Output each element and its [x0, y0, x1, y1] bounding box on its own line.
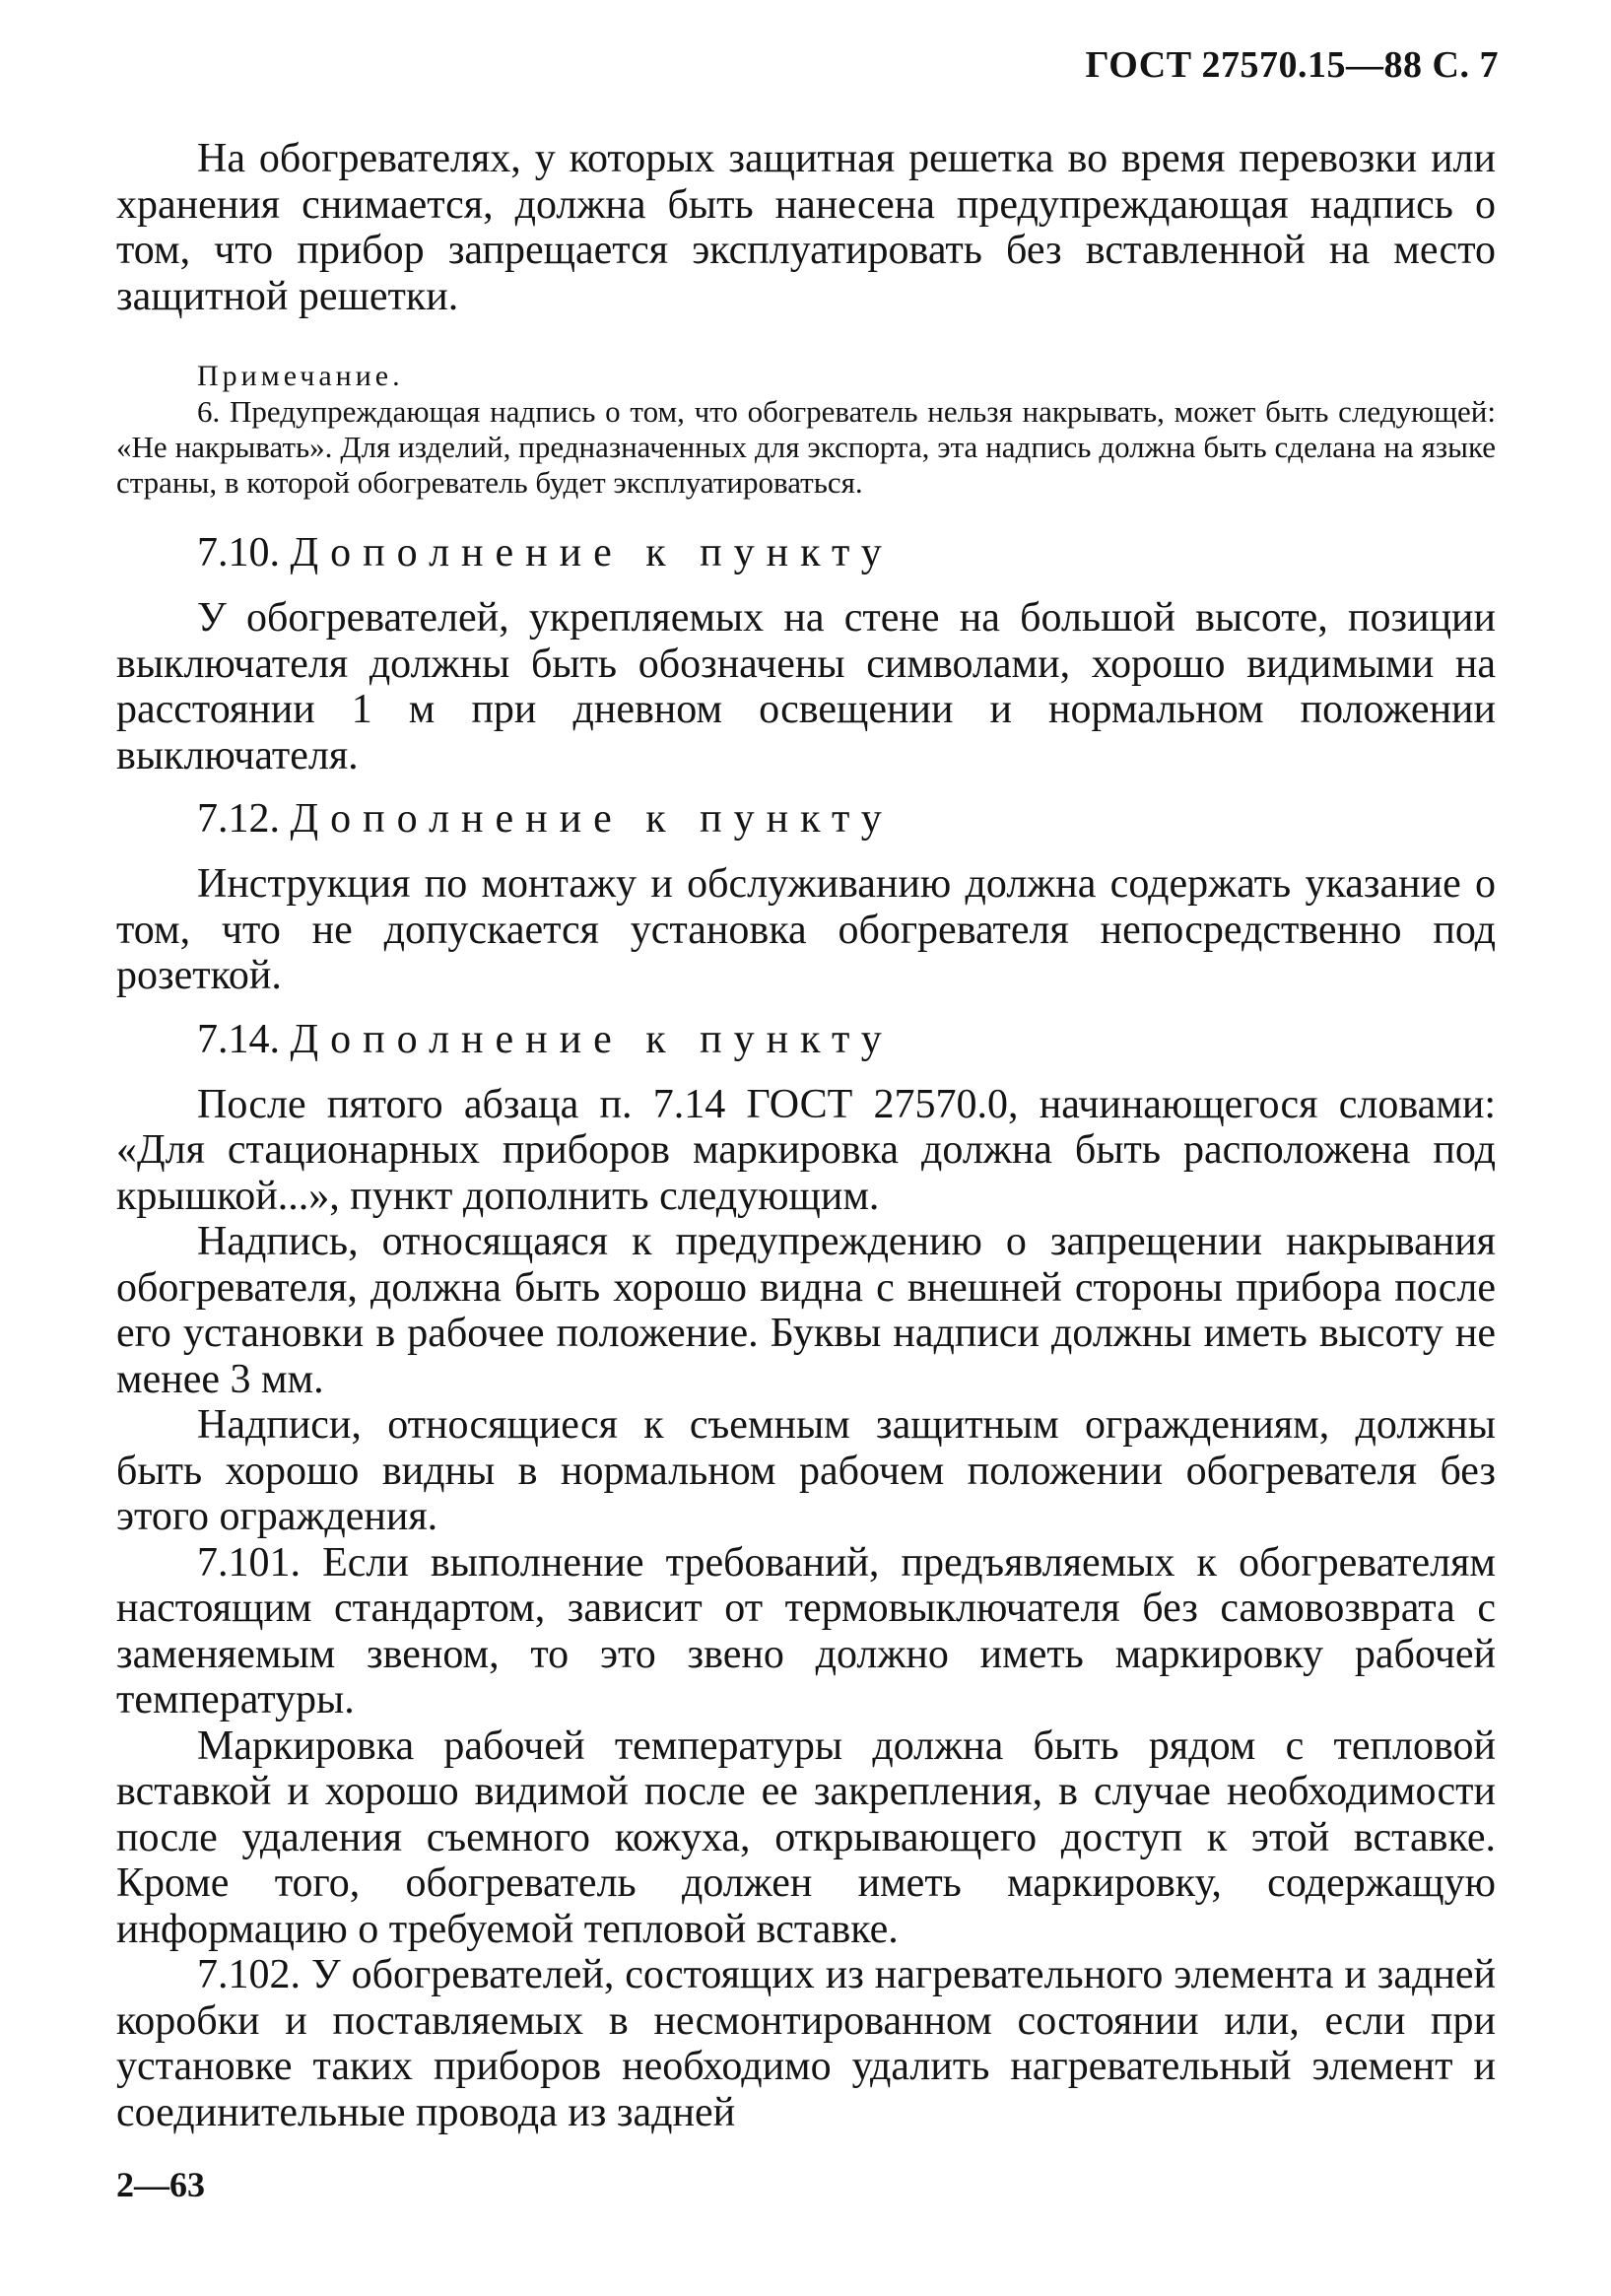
running-header: ГОСТ 27570.15—88 С. 7 — [1085, 44, 1499, 86]
clause-7-101: 7.101. Если выполнение требований, предъявляемых к обогревателям настоящим стандартом, зависит от термовыключателя без самовозврата с заменяемым звеном, то это звено должно иметь маркировку рабочей температуры. — [116, 1539, 1496, 1722]
section-paragraph: Надписи, относящиеся к съемным защитным ограждениям, должны быть хорошо видны в нормальном рабочем положении обогревателя без этого ограждения. — [116, 1402, 1496, 1539]
section-paragraph: Инструкция по монтажу и обслуживанию должна содержать указание о том, что не допускается установка обогревателя непосредственно под розеткой. — [116, 861, 1496, 998]
section-heading-text: Дополнение к пункту — [290, 796, 894, 842]
note-text: 6. Предупреждающая надпись о том, что обогреватель нельзя накрывать, может быть следующей: «Не накрывать». Для изделий, предназначенных для экспорта, эта надпись должна быть сделана на языке страны, в которой обогреватель будет эксплуатироваться. — [116, 394, 1496, 500]
section-paragraph: У обогревателей, укрепляемых на стене на большой высоте, позиции выключателя должны быть обозначены символами, хорошо видимыми на расстоянии 1 м при дневном освещении и нормальном положении выключателя. — [116, 595, 1496, 778]
document-body — [116, 136, 1496, 2135]
note-title: Примечание. — [197, 360, 404, 392]
section-heading-7-10 — [197, 530, 1496, 575]
section-number: 7.14. — [197, 1016, 280, 1062]
page-mark: 2—63 — [116, 2165, 205, 2204]
section-paragraph: Маркировка рабочей температуры должна быть рядом с тепловой вставкой и хорошо видимой после ее закрепления, в случае необходимости после удаления съемного кожуха, открывающего доступ к этой вставке. Кроме того, обогреватель должен иметь маркировку, содержащую информацию о требуемой тепловой вставке. — [116, 1722, 1496, 1952]
section-heading-text: Дополнение к пункту — [290, 530, 894, 575]
section-paragraph: После пятого абзаца п. 7.14 ГОСТ 27570.0, начинающегося словами: «Для стационарных приборов маркировка должна быть расположена под крышкой...», пункт дополнить следующим. — [116, 1081, 1496, 1219]
section-number: 7.12. — [197, 796, 280, 842]
paragraph-warning-label: На обогревателях, у которых защитная решетка во время перевозки или хранения снимается, должна быть нанесена предупреждающая надпись о том, что прибор запрещается эксплуатировать без вставленной на место защитной решетки. — [116, 136, 1496, 319]
section-heading-text: Дополнение к пункту — [290, 1016, 894, 1062]
section-paragraph: Надпись, относящаяся к предупреждению о запрещении накрывания обогревателя, должна быть хорошо видна с внешней стороны прибора после его установки в рабочее положение. Буквы надписи должны иметь высоту не менее 3 мм. — [116, 1219, 1496, 1402]
section-heading-7-14 — [197, 1017, 1496, 1062]
section-heading-7-12 — [197, 796, 1496, 842]
section-number: 7.10. — [197, 530, 280, 575]
clause-7-102: 7.102. У обогревателей, состоящих из нагревательного элемента и задней коробки и поставляемых в несмонтированном состоянии или, если при установке таких приборов необходимо удалить нагревательный элемент и соединительные провода из задней — [116, 1952, 1496, 2135]
